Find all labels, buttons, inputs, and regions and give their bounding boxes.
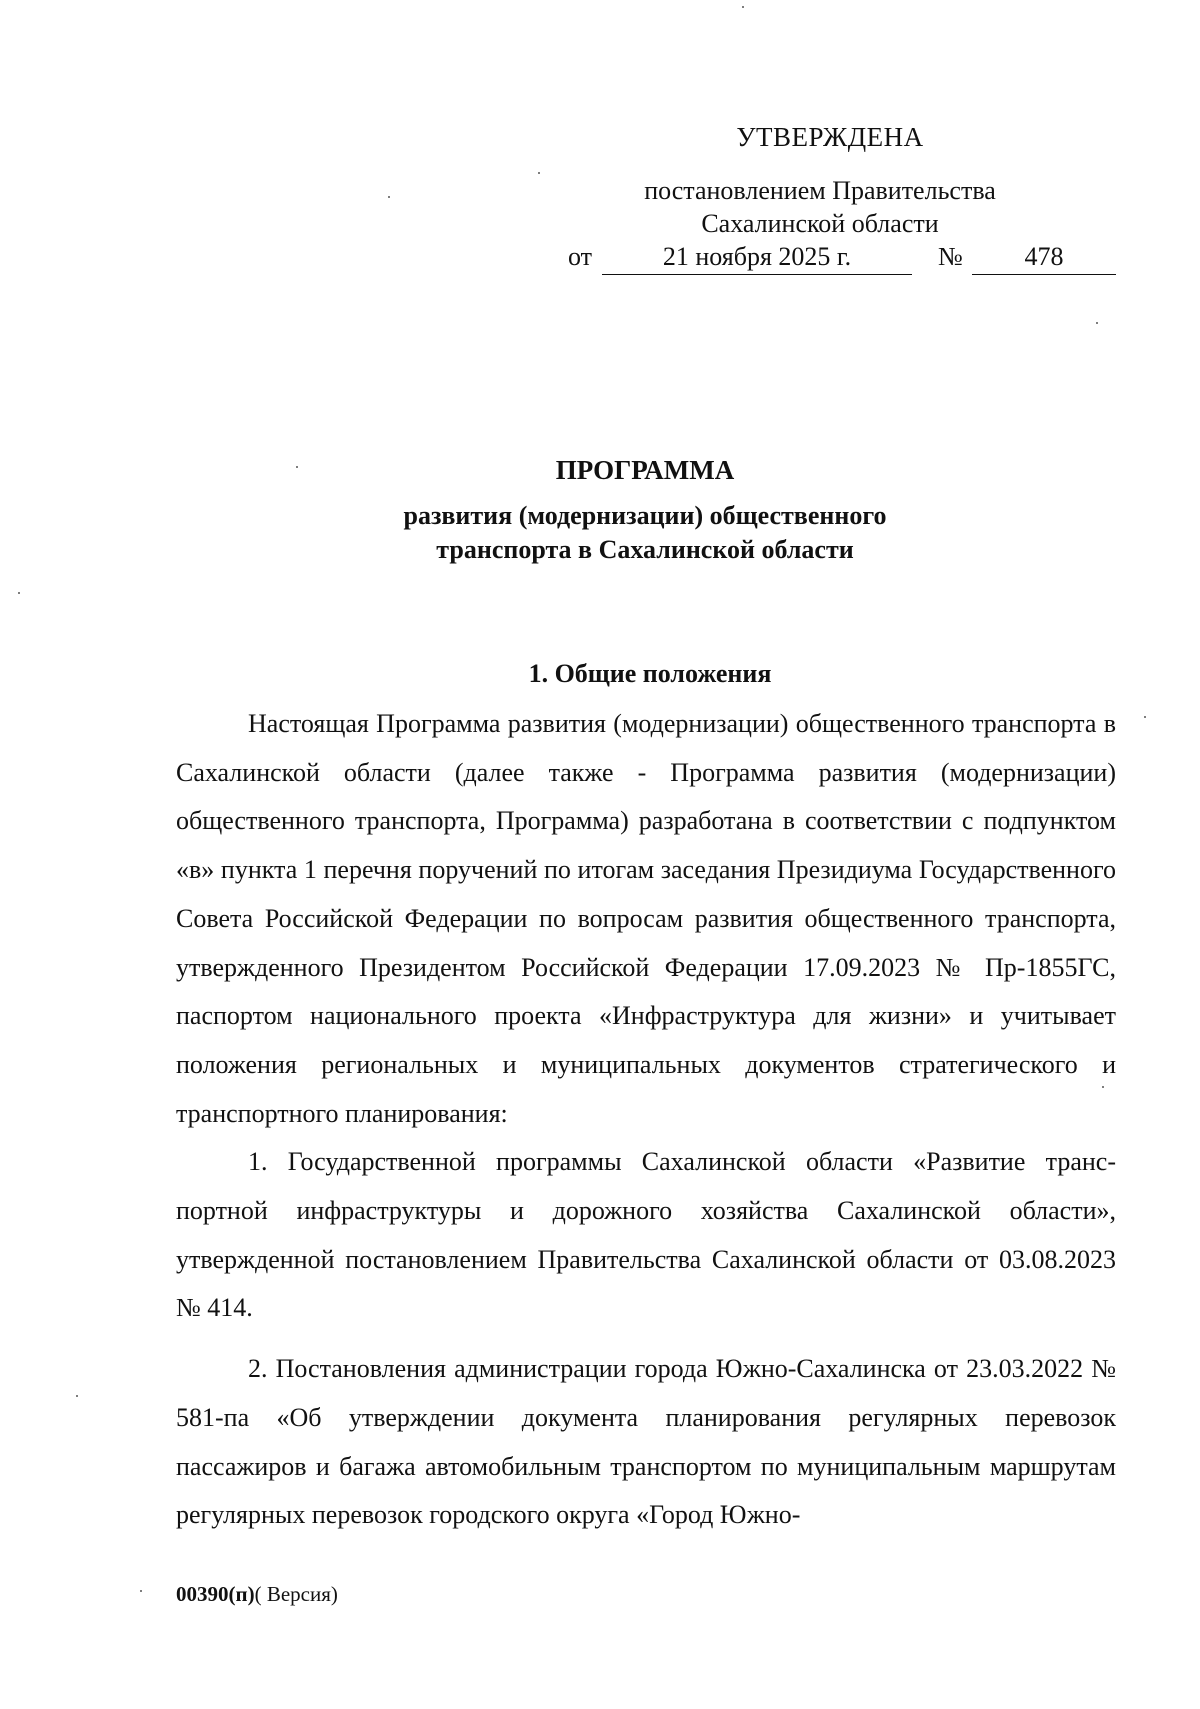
scan-speck [140, 1590, 142, 1592]
from-label: от [568, 242, 593, 271]
document-title: ПРОГРАММА [555, 455, 735, 485]
document-code: 00390(п) [176, 1582, 255, 1606]
scan-speck [538, 172, 540, 174]
paragraph-intro: Настоящая Программа развития (модернизации) общественного транспорта в Сахалинской области (далее также - Программа развития (модернизации) общественного транспорта, Программа) разработана в соответствии с подпунктом «в» пункта 1 перечня поручений по итогам заседания Президиума Государственного Совета Российской Федерации по вопросам развития общественного транспорта, утвержденного Президентом Российской Федерации 17.09.2023 № Пр-1855ГС, паспортом национального проекта «Инфраструктура для жизни» и учитывает положения региональных и муниципальных документов стратегического и транспортного планирования: [176, 709, 1116, 1128]
decree-line-2: Сахалинской области [701, 209, 939, 238]
scan-speck [1096, 322, 1098, 324]
scan-speck [1102, 1086, 1104, 1088]
paragraph-item-2: 2. Постановления администрации города Южно-Сахалинска от 23.03.2022 № 581-па «Об утверждении документа планирования регулярных перевозок пассажиров и багажа автомобильным транспортом по муниципальным маршрутам регулярных перевозок городского округа «Город Южно- [176, 1354, 1116, 1530]
page-footer [176, 1582, 338, 1607]
number-sign: № [938, 242, 963, 271]
scan-speck [18, 592, 20, 594]
section-body [176, 700, 1116, 1540]
approval-number: 478 [972, 240, 1116, 275]
document-subtitle [360, 499, 930, 567]
scan-speck [1144, 716, 1146, 718]
scan-speck [388, 196, 390, 198]
approval-stamp: УТВЕРЖДЕНА [736, 122, 924, 152]
approval-decree [600, 174, 1040, 240]
scan-speck [76, 1395, 78, 1397]
paragraph-item-1: 1. Государственной программы Сахалинской области «Развитие транспортной инфраструктуры и дорожного хозяйства Сахалинской области», утвержденной постановлением Правительства Сахалинской области от 03.08.2023 № 414. [176, 1147, 1116, 1323]
document-version: ( Версия) [254, 1582, 338, 1606]
section-title: 1. Общие положения [528, 659, 772, 688]
subtitle-line-2: транспорта в Сахалинской области [436, 535, 854, 564]
scan-speck [296, 466, 298, 468]
approval-date: 21 ноября 2025 г. [602, 240, 912, 275]
decree-line-1: постановлением Правительства [644, 176, 996, 205]
subtitle-line-1: развития (модернизации) общественного [403, 501, 887, 530]
scan-speck [742, 6, 744, 8]
